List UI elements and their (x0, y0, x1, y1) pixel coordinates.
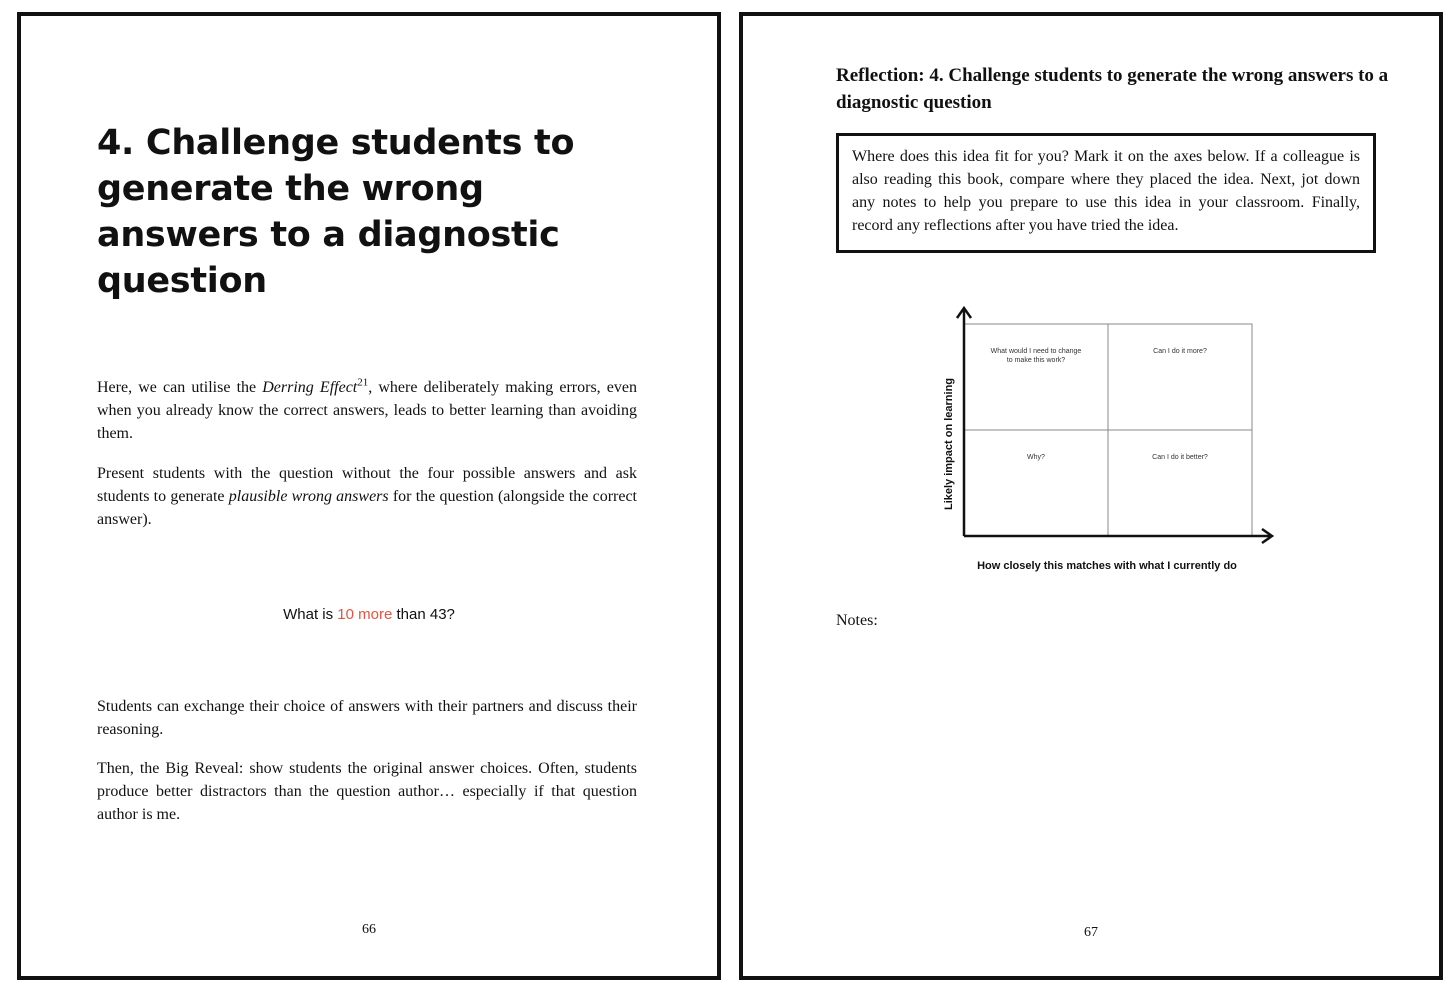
reflection-title: Reflection: 4. Challenge students to generate the wrong answers to a diagnostic question (836, 65, 1389, 113)
reflection-prompt-box: Where does this idea fit for you? Mark it on the axes below. If a colleague is also reading this book, compare where they placed the idea. Next, jot down any notes to help you prepare to use this idea in your classroom. Finally, record any reflections after you have tried the idea. (836, 133, 1376, 253)
notes-label: Notes: (836, 612, 878, 629)
question-highlight: 10 more (337, 606, 393, 623)
exchange-paragraph: Students can exchange their choice of answers with their partners and discuss their reasoning. (97, 698, 637, 738)
right-page (739, 12, 1443, 980)
page-number-left: 66 (362, 922, 376, 937)
question-text-after: than 43? (392, 606, 455, 623)
chapter-title: 4. Challenge students to generate the wrong answers to a diagnostic question (97, 123, 575, 301)
quadrant-bottom-right-label: Can I do it better? (1152, 454, 1208, 461)
quadrant-top-right-label: Can I do it more? (1153, 348, 1207, 355)
x-axis-label: How closely this matches with what I currently do (977, 560, 1237, 572)
example-question (21, 606, 717, 623)
quadrant-bottom-left-label: Why? (1027, 454, 1045, 461)
page-number-right: 67 (1084, 925, 1098, 940)
intro-text-after: , where deliberately making errors, even when you already know the correct answers, leads to better learning than avoiding them. (97, 379, 637, 442)
quadrant-top-left-label-line1: What would I need to change (990, 348, 1082, 355)
intro-paragraph (97, 376, 637, 445)
left-page (17, 12, 721, 980)
present-text-before: Present students with the question without the four possible answers and ask students to generate (97, 465, 637, 505)
derring-effect-term: Derring Effect (262, 379, 358, 396)
footnote-marker[interactable]: 21 (357, 376, 369, 389)
reflection-matrix[interactable] (928, 298, 1328, 578)
big-reveal-paragraph: Then, the Big Reveal: show students the original answer choices. Often, students produce better distractors than the question author… especially if that question author is me. (97, 760, 637, 823)
y-axis-label: Likely impact on learning (943, 377, 955, 511)
present-paragraph (97, 462, 637, 531)
intro-text-before: Here, we can utilise the (97, 379, 263, 396)
present-text-after: for the question (alongside the correct answer). (97, 488, 637, 528)
plausible-wrong-answers-emphasis: plausible wrong answers (228, 488, 389, 505)
question-text-before: What is (283, 606, 338, 623)
quadrant-top-left-label-line2: to make this work? (1006, 357, 1066, 364)
